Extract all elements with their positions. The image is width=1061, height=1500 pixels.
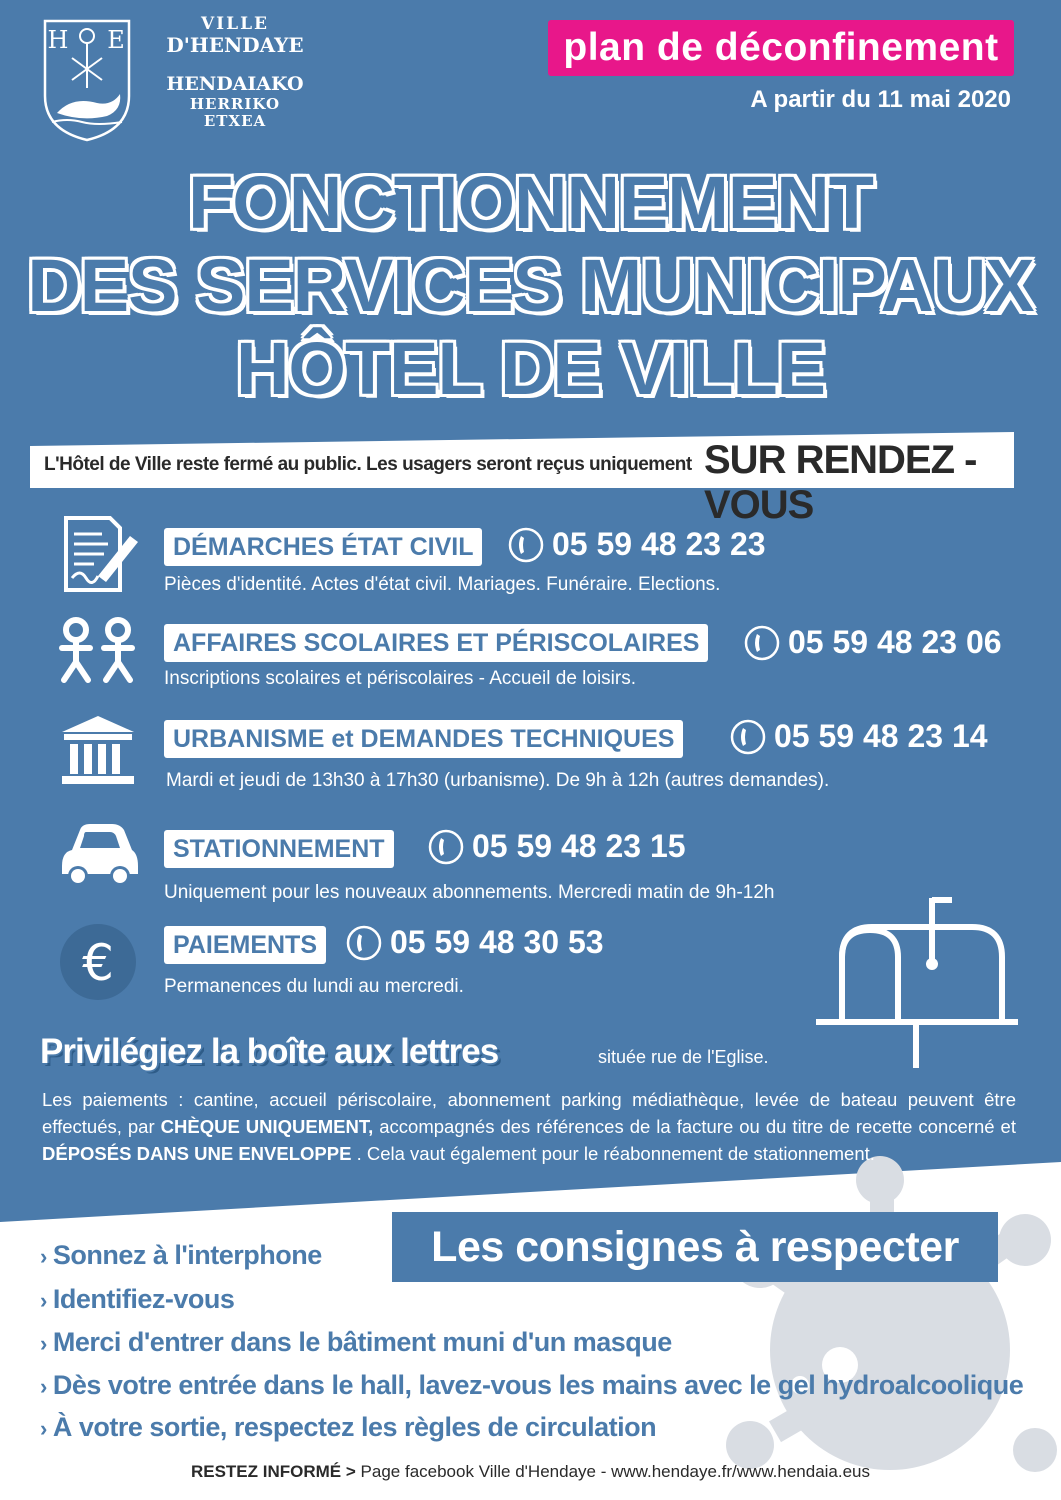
footer-link-text[interactable]: Page facebook Ville d'Hendaye - www.hendaye.fr/www.hendaia.eus xyxy=(360,1462,871,1481)
virus-icon xyxy=(690,1150,1061,1490)
service-phone-etat-civil[interactable] xyxy=(508,526,766,563)
phone-icon xyxy=(428,829,464,865)
rule-item xyxy=(40,1327,672,1358)
phone-number: 05 59 48 23 06 xyxy=(788,624,1002,660)
payment-instructions xyxy=(42,1086,1016,1167)
town-name xyxy=(160,16,310,129)
service-label-paiements: PAIEMENTS xyxy=(164,926,326,964)
rule-text: Sonnez à l'interphone xyxy=(52,1240,322,1270)
rule-text: Dès votre entrée dans le hall, lavez-vous les mains avec le gel hydroalcoolique xyxy=(52,1370,1024,1400)
footer xyxy=(0,1462,1061,1482)
appointment-emphasis: SUR RENDEZ -VOUS xyxy=(704,438,977,527)
phone-number: 05 59 48 30 53 xyxy=(390,924,604,960)
service-description-etat-civil: Pièces d'identité. Actes d'état civil. Mariages. Funéraire. Elections. xyxy=(164,574,721,595)
rule-text: À votre sortie, respectez les règles de circulation xyxy=(52,1412,657,1442)
phone-icon xyxy=(744,625,780,661)
town-line: ETXEA xyxy=(203,112,267,130)
footer-label: RESTEZ INFORMÉ xyxy=(190,1462,342,1481)
chevron-right-icon: › xyxy=(40,1331,47,1356)
mailbox-location: située rue de l'Eglise. xyxy=(598,1047,769,1067)
page-title-line-2: DES SERVICES MUNICIPAUX xyxy=(27,244,1034,327)
rule-text: Merci d'entrer dans le bâtiment muni d'un masque xyxy=(52,1327,672,1357)
svg-text:€: € xyxy=(82,934,114,992)
service-label-stationnement: STATIONNEMENT xyxy=(164,830,394,868)
document-pen-icon xyxy=(58,514,138,594)
phone-icon xyxy=(346,925,382,961)
service-description-scolaires: Inscriptions scolaires et périscolaires - Accueil de loisirs. xyxy=(164,668,637,689)
page-title-line-3: HÔTEL DE VILLE xyxy=(235,327,826,410)
mailbox-icon xyxy=(812,892,1022,1072)
service-label-urbanisme: URBANISME et DEMANDES TECHNIQUES xyxy=(164,720,683,758)
phone-icon xyxy=(730,719,766,755)
service-description-paiements: Permanences du lundi au mercredi. xyxy=(164,976,464,997)
notice-text: L'Hôtel de Ville reste fermé au public. Les usagers seront reçus uniquement xyxy=(44,454,692,475)
service-phone-urbanisme[interactable] xyxy=(730,718,988,755)
phone-icon xyxy=(508,527,544,563)
date-line: A partir du 11 mai 2020 xyxy=(750,86,1011,113)
plan-badge: plan de déconfinement xyxy=(548,20,1014,76)
car-icon xyxy=(58,816,138,896)
town-line: D'HENDAYE xyxy=(166,33,304,57)
phone-number: 05 59 48 23 15 xyxy=(472,828,686,864)
rule-item xyxy=(40,1240,322,1271)
payment-strong-envelope: DÉPOSÉS DANS UNE ENVELOPPE xyxy=(42,1143,352,1164)
service-phone-paiements[interactable] xyxy=(346,924,604,961)
service-description-stationnement: Uniquement pour les nouveaux abonnements. Mercredi matin de 9h-12h xyxy=(164,882,775,903)
payment-text-part: . Cela vaut également pour le réabonnement de stationnement. xyxy=(351,1143,875,1164)
consignes-title: Les consignes à respecter xyxy=(392,1212,998,1282)
chevron-right-icon: › xyxy=(40,1374,47,1399)
footer-arrow: > xyxy=(345,1462,356,1481)
rule-text: Identifiez-vous xyxy=(52,1284,235,1314)
crest-letter-h: H xyxy=(47,26,69,54)
children-icon xyxy=(58,612,138,692)
chevron-right-icon: › xyxy=(40,1244,47,1269)
payment-text-part: Les paiements : cantine, accueil périscolaire, abonnement parking médiathèque, levée de bateau peuvent être effectués, par xyxy=(42,1089,1016,1137)
town-line: HENDAIAKO xyxy=(166,73,304,95)
page-title-line-1: FONCTIONNEMENT xyxy=(188,161,873,244)
town-line: HERRIKO xyxy=(189,95,281,113)
service-phone-scolaires[interactable] xyxy=(744,624,1002,661)
service-description-urbanisme: Mardi et jeudi de 13h30 à 17h30 (urbanisme). De 9h à 12h (autres demandes). xyxy=(166,770,830,791)
phone-number: 05 59 48 23 23 xyxy=(552,526,766,562)
coat-of-arms-icon xyxy=(42,18,132,143)
euro-icon xyxy=(58,922,138,1002)
crest-letter-e: E xyxy=(107,26,125,54)
payment-strong-cheque: CHÈQUE UNIQUEMENT, xyxy=(160,1116,374,1137)
rule-item xyxy=(40,1412,656,1443)
phone-number: 05 59 48 23 14 xyxy=(774,718,988,754)
rule-item xyxy=(40,1370,1023,1401)
service-label-etat-civil: DÉMARCHES ÉTAT CIVIL xyxy=(164,528,482,566)
rule-item xyxy=(40,1284,234,1315)
building-icon xyxy=(58,712,138,792)
service-phone-stationnement[interactable] xyxy=(428,828,686,865)
chevron-right-icon: › xyxy=(40,1288,47,1313)
service-label-scolaires: AFFAIRES SCOLAIRES ET PÉRISCOLAIRES xyxy=(164,624,708,662)
payment-text-part: accompagnés des références de la facture ou du titre de recette concerné et xyxy=(373,1116,1016,1137)
chevron-right-icon: › xyxy=(40,1416,47,1441)
mailbox-heading: Privilégiez la boîte aux lettres xyxy=(40,1032,499,1071)
town-line: VILLE xyxy=(200,14,269,34)
